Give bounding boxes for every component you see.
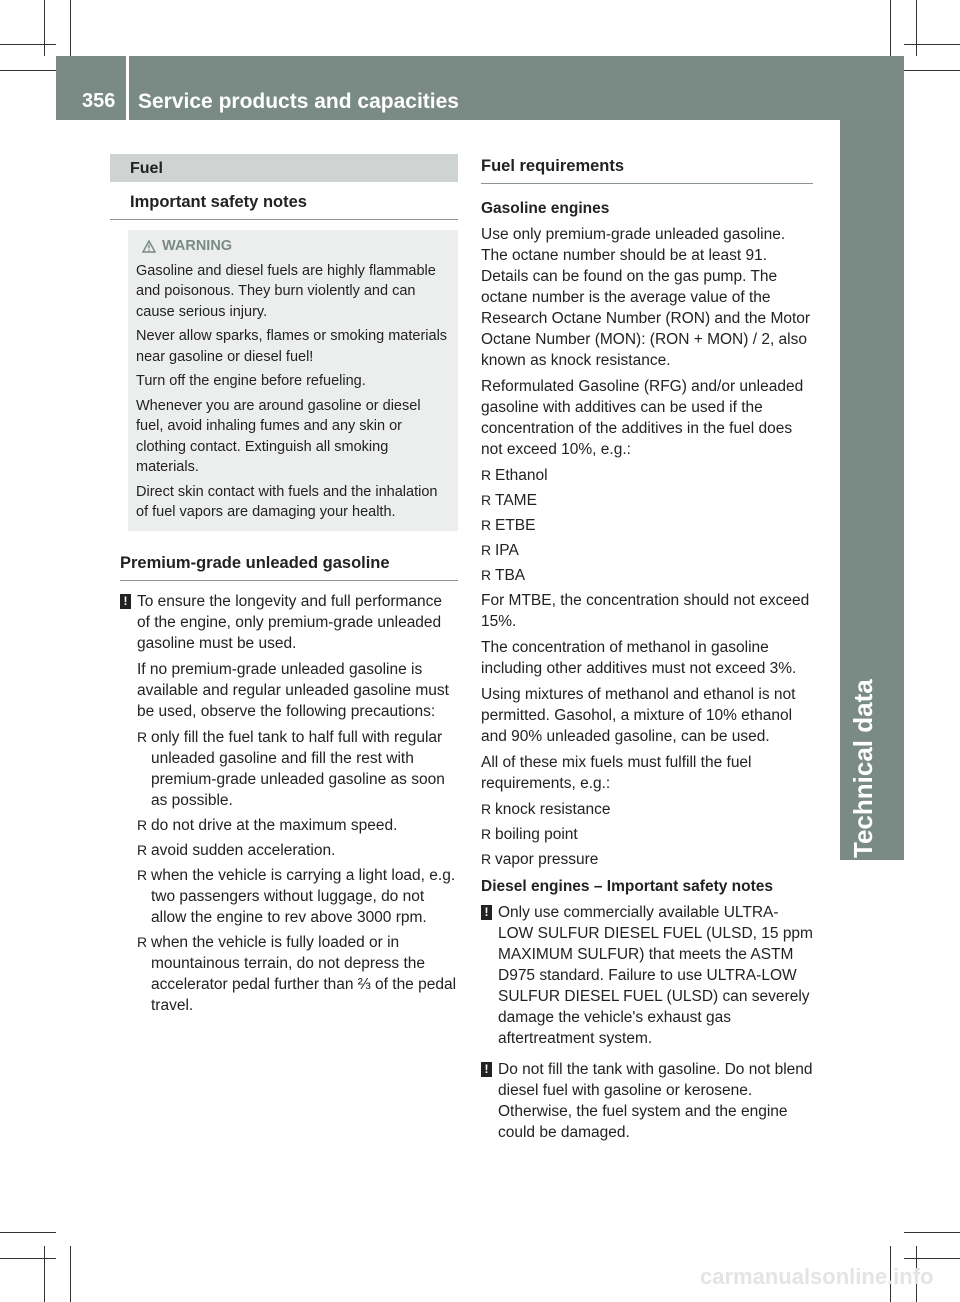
list-item: R only fill the fuel tank to half full with regular unleaded gasoline and fill the rest with premium-grade unleaded gasoline as soon as possible. [137, 727, 458, 811]
list-item: R boiling point [481, 824, 813, 845]
warning-paragraph: Direct skin contact with fuels and the inhalation of fuel vapors are damaging your health. [136, 483, 438, 520]
warning-paragraph: Gasoline and diesel fuels are highly flammable and poisonous. They burn violently and can cause serious injury. [136, 262, 436, 320]
paragraph: Using mixtures of methanol and ethanol is not permitted. Gasohol, a mixture of 10% ethanol and 90% unleaded gasoline, can be used. [481, 686, 796, 745]
page-title: Service products and capacities [138, 90, 459, 113]
note-item [120, 591, 458, 654]
crop-mark [904, 1258, 960, 1259]
warning-title [136, 236, 450, 257]
crop-mark [70, 1246, 71, 1302]
list-item: R when the vehicle is carrying a light load, e.g. two passengers without luggage, do not allow the engine to rev above 3000 rpm. [137, 865, 458, 928]
note-item [481, 902, 813, 1049]
crop-mark [0, 44, 56, 45]
notice-icon: ! [481, 905, 492, 920]
page-number: 356 [82, 90, 116, 112]
premium-notes [110, 591, 458, 1016]
notice-icon: ! [481, 1062, 492, 1077]
list-item: R TBA [481, 565, 813, 586]
warning-box [128, 230, 458, 531]
note-text: Do not fill the tank with gasoline. Do not blend diesel fuel with gasoline or kerosene. Otherwise, the fuel system and the engine could be damaged. [498, 1061, 813, 1141]
watermark: carmanualsonline.info [700, 1264, 934, 1289]
paragraph: Reformulated Gasoline (RFG) and/or unleaded gasoline with additives can be used if the concentration of the additives in the fuel does not exceed 10%, e.g.: [481, 378, 804, 458]
note-text: To ensure the longevity and full performance of the engine, only premium-grade unleaded gasoline must be used. [137, 592, 443, 652]
left-column [110, 154, 458, 1020]
notice-icon: ! [120, 594, 131, 609]
crop-mark [890, 0, 891, 56]
warning-paragraph: Never allow sparks, flames or smoking materials near gasoline or diesel fuel! [136, 328, 448, 365]
crop-mark [904, 44, 960, 45]
gasoline-engines-heading: Gasoline engines [481, 200, 610, 217]
warning-triangle-icon [142, 240, 156, 253]
right-column [481, 154, 813, 1148]
crop-mark [44, 0, 45, 56]
list-item: R knock resistance [481, 799, 813, 820]
heading-safety-notes: Important safety notes [110, 192, 458, 220]
note-paragraph: If no premium-grade unleaded gasoline is available and regular unleaded gasoline must be used, observe the following precautions: [137, 660, 449, 720]
note-item [481, 1059, 813, 1143]
crop-mark [904, 70, 960, 71]
precaution-list [120, 727, 458, 1016]
paragraph: All of these mix fuels must fulfill the fuel requirements, e.g.: [481, 754, 752, 792]
paragraph: The concentration of methanol in gasoline including other additives must not exceed 3%. [481, 639, 797, 677]
warning-paragraph: Whenever you are around gasoline or diesel fuel, avoid inhaling fumes and any skin or clothing contact. Extinguish all smoking materials. [136, 397, 421, 475]
crop-mark [0, 1232, 56, 1233]
list-item: R avoid sudden acceleration. [137, 840, 458, 861]
warning-label: WARNING [162, 238, 233, 254]
crop-mark [916, 0, 917, 56]
crop-mark [0, 1258, 56, 1259]
additive-list [481, 465, 813, 586]
note-text: Only use commercially available ULTRA-LOW SULFUR DIESEL FUEL (ULSD, 15 ppm MAXIMUM SULFUR) that meets the ASTM D975 standard. Failure to use ULTRA-LOW SULFUR DIESEL FUEL (ULSD) can severely damage the vehicle's exhaust gas aftertreatment system. [498, 904, 813, 1047]
crop-mark [0, 70, 56, 71]
paragraph: For MTBE, the concentration should not exceed 15%. [481, 592, 810, 630]
crop-mark [44, 1246, 45, 1302]
crop-mark [70, 0, 71, 56]
list-item: R when the vehicle is fully loaded or in mountainous terrain, do not depress the accelerator pedal further than ⅔ of the pedal travel. [137, 932, 458, 1016]
paragraph: Use only premium-grade unleaded gasoline. The octane number should be at least 91. Details can be found on the gas pump. The octane number is the average value of the Research Octane Number (RON) and the Motor Octane Number (MON): (RON + MON) / 2, also known as knock resistance. [481, 226, 811, 369]
list-item: R vapor pressure [481, 849, 813, 870]
requirements-list [481, 799, 813, 870]
list-item: R do not drive at the maximum speed. [137, 815, 458, 836]
list-item: R Ethanol [481, 465, 813, 486]
heading-premium-gasoline: Premium-grade unleaded gasoline [120, 553, 458, 581]
diesel-engines-heading: Diesel engines – Important safety notes [481, 878, 774, 895]
warning-paragraph: Turn off the engine before refueling. [136, 373, 366, 389]
heading-fuel-requirements: Fuel requirements [481, 154, 813, 184]
header-separator [126, 56, 129, 120]
list-item: R ETBE [481, 515, 813, 536]
crop-mark [904, 1232, 960, 1233]
chapter-tab-label: Technical data [848, 679, 878, 858]
list-item: R TAME [481, 490, 813, 511]
section-bar: Fuel [110, 154, 458, 182]
list-item: R IPA [481, 540, 813, 561]
